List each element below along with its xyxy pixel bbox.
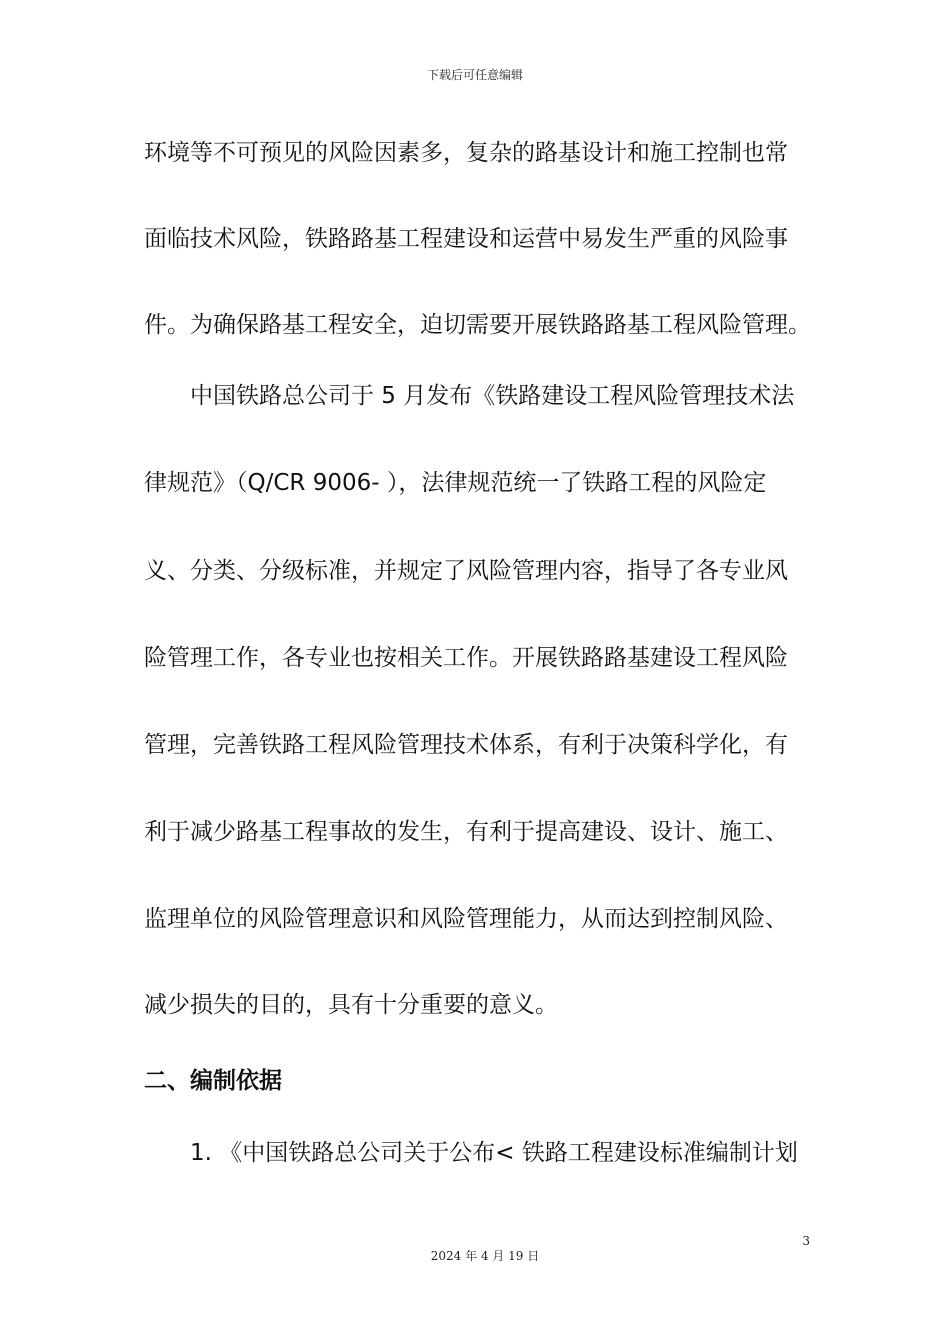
paragraph-line: 件。为确保路基工程安全，迫切需要开展铁路路基工程风险管理。 — [144, 312, 811, 338]
list-item: 1. 《中国铁路总公司关于公布< 铁路工程建设标准编制计划 — [190, 1140, 798, 1166]
paragraph-line: 险管理工作，各专业也按相关工作。开展铁路路基建设工程风险 — [144, 645, 788, 671]
paragraph-line: 管理，完善铁路工程风险管理技术体系，有利于决策科学化，有 — [144, 732, 788, 758]
paragraph-line: 中国铁路总公司于 5 月发布《铁路建设工程风险管理技术法 — [190, 383, 795, 409]
page-header: 下载后可任意编辑 — [426, 68, 523, 82]
paragraph-line: 面临技术风险，铁路路基工程建设和运营中易发生严重的风险事 — [144, 226, 788, 252]
paragraph-line: 义、分类、分级标准，并规定了风险管理内容，指导了各专业风 — [144, 558, 788, 584]
section-heading: 二、编制依据 — [144, 1068, 282, 1094]
paragraph-line: 利于减少路基工程事故的发生，有利于提高建设、设计、施工、 — [144, 819, 788, 845]
page-footer-date: 2024 年 4 月 19 日 — [430, 1249, 540, 1263]
paragraph-line: 减少损失的目的，具有十分重要的意义。 — [144, 992, 558, 1018]
paragraph-line: 监理单位的风险管理意识和风险管理能力，从而达到控制风险、 — [144, 906, 788, 932]
page-number: 3 — [802, 1234, 810, 1248]
paragraph-line: 律规范》（Q/CR 9006- ），法律规范统一了铁路工程的风险定 — [144, 470, 767, 496]
paragraph-line: 环境等不可预见的风险因素多，复杂的路基设计和施工控制也常 — [144, 140, 788, 166]
